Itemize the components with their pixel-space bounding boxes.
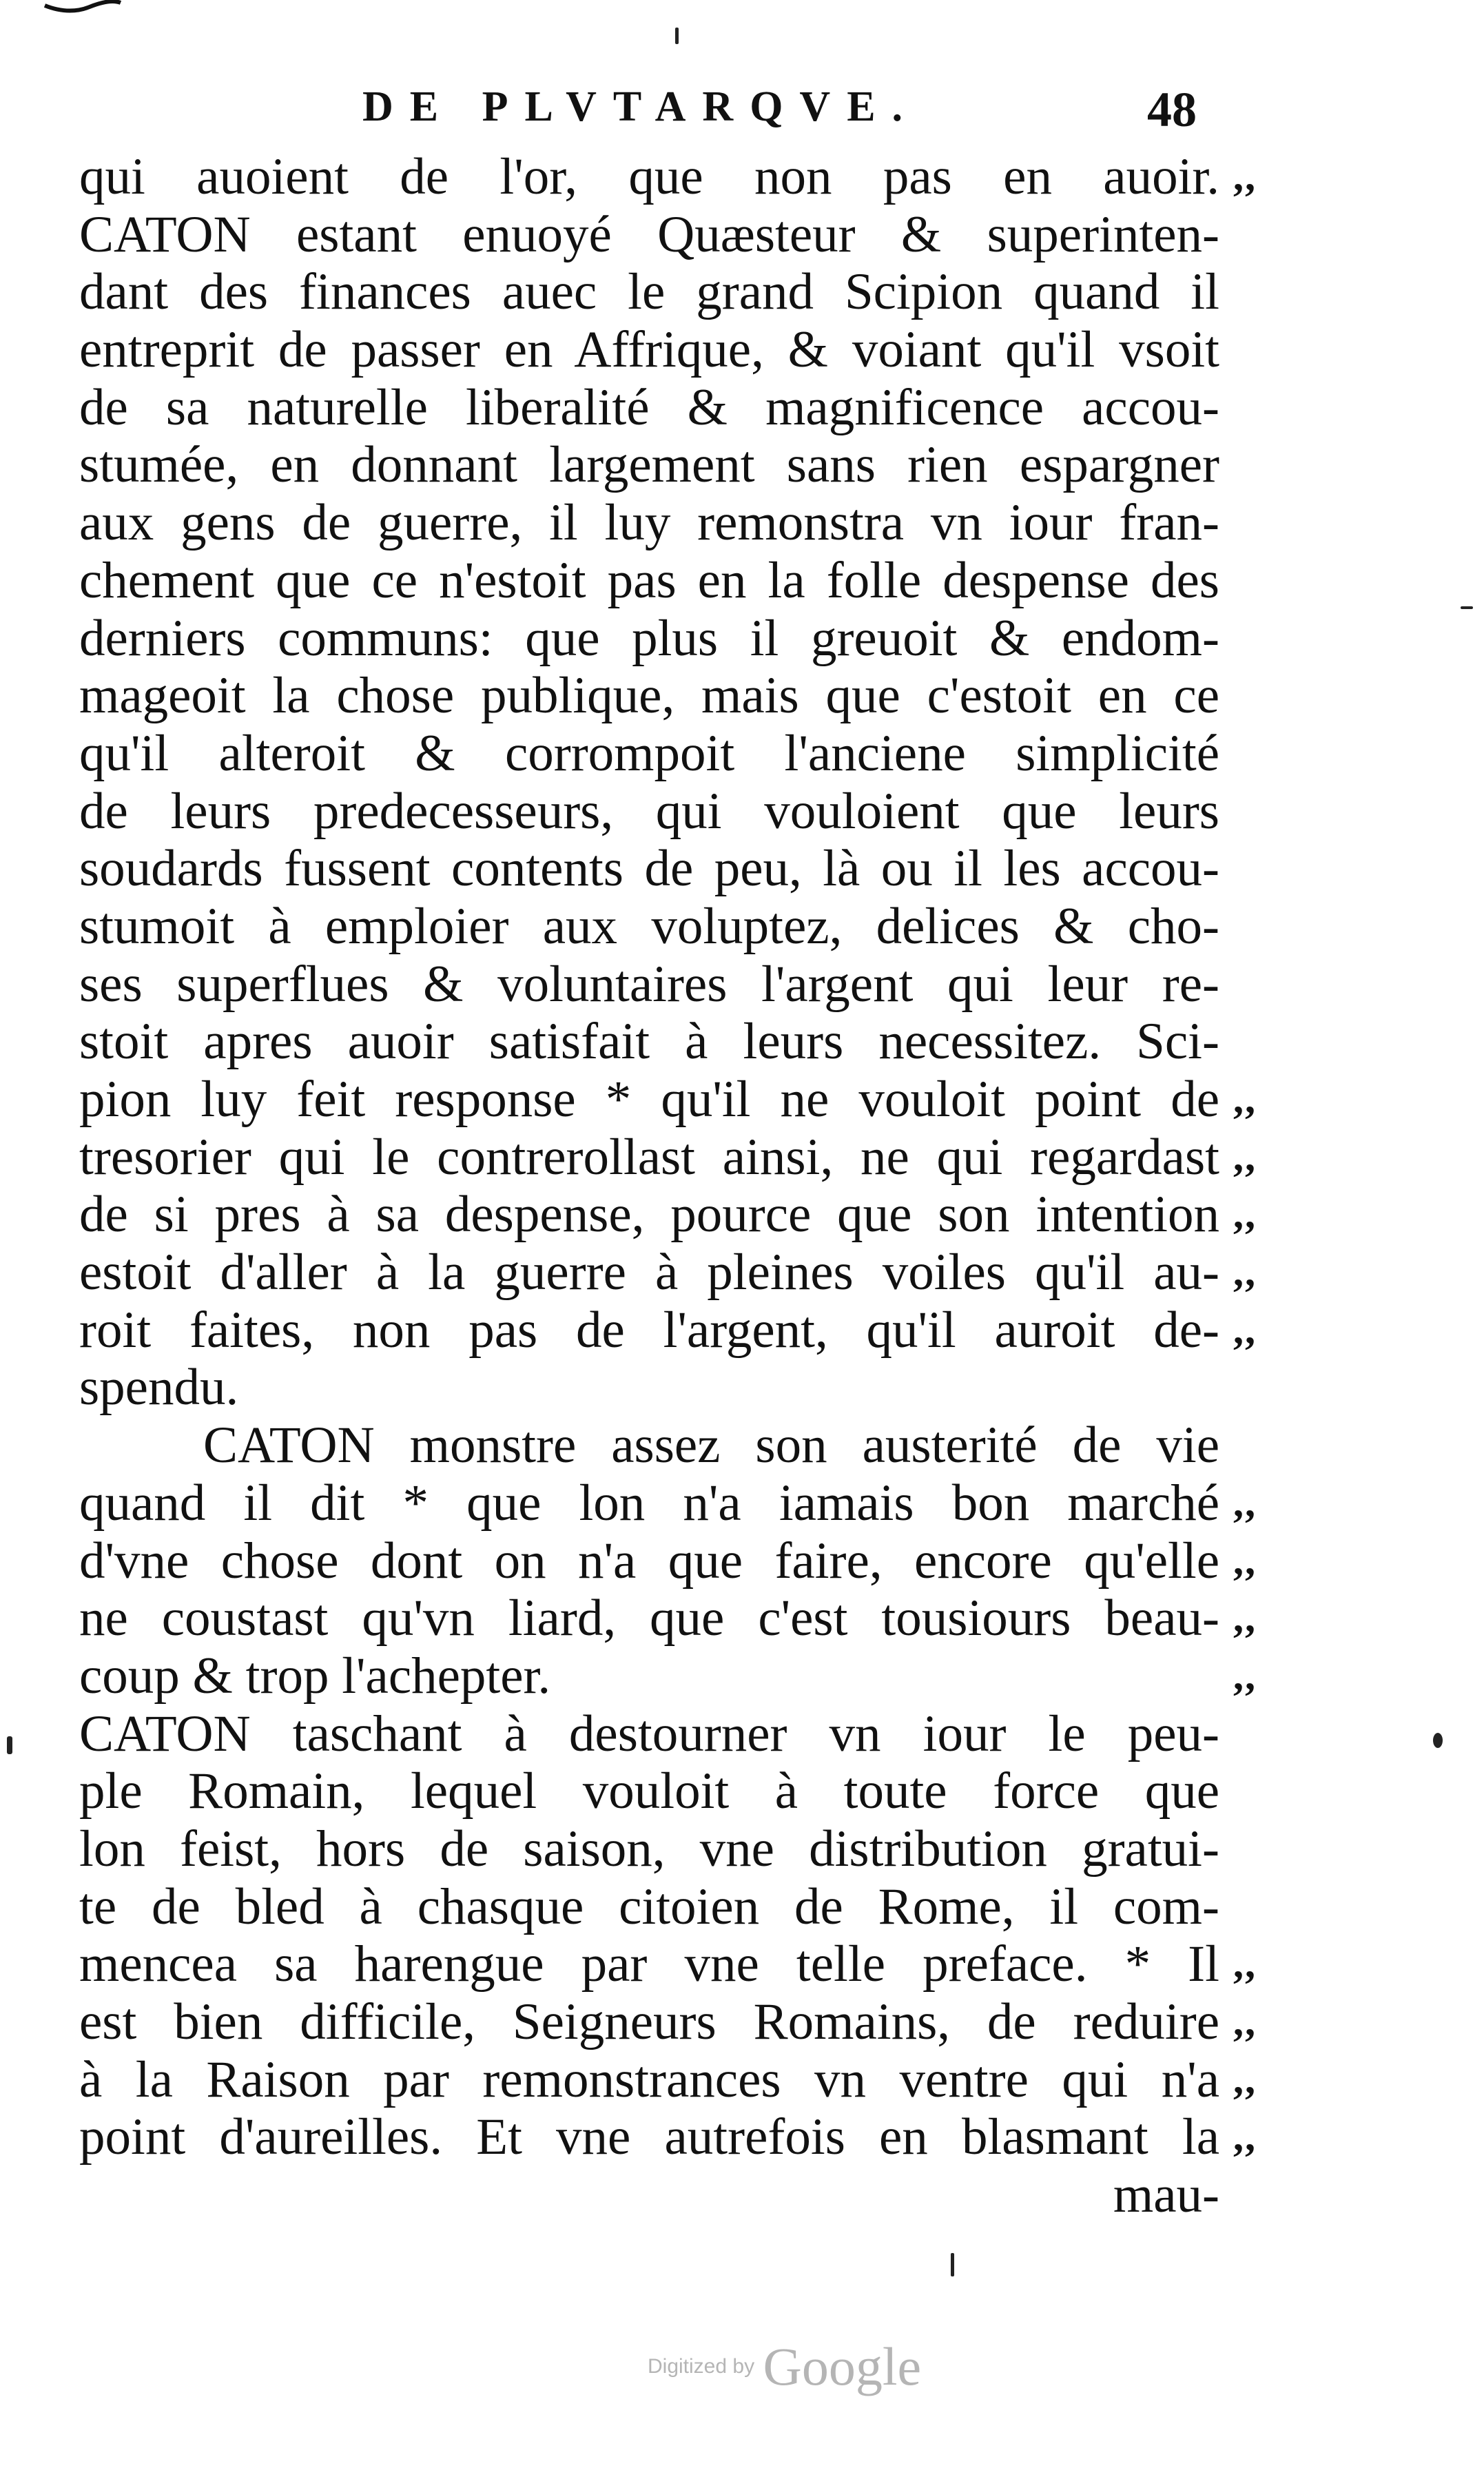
- margin-mark: [1233, 725, 1288, 783]
- margin-mark: ,,: [1233, 2056, 1257, 2102]
- margin-mark: ,,: [1233, 2114, 1257, 2160]
- catchword: mau-: [1113, 2166, 1219, 2224]
- text-line: estoit d'aller à la guerre à pleines voiles qu'il au-: [79, 1244, 1219, 1302]
- text-line: dant des finances auec le grand Scipion quand il: [79, 263, 1219, 321]
- digitization-watermark: [648, 2336, 921, 2398]
- margin-mark: [1233, 1013, 1288, 1071]
- margin-mark: ,,: [1233, 1191, 1257, 1237]
- text-line: tresorier qui le contrerollast ainsi, ne qui regardast: [79, 1128, 1219, 1186]
- margin-mark: [1233, 840, 1288, 898]
- text-line: est bien difficile, Seigneurs Romains, de reduire: [79, 1993, 1219, 2050]
- margin-mark: ,,: [1233, 1249, 1257, 1295]
- text-line: d'vne chose dont on n'a que faire, encore qu'elle: [79, 1532, 1219, 1590]
- text-line: quand il dit * que lon n'a iamais bon marché: [79, 1474, 1219, 1532]
- ink-smudge-mark: [41, 0, 124, 21]
- margin-mark: [1233, 379, 1288, 437]
- text-line: qui auoient de l'or, que non pas en auoir.: [79, 148, 1219, 205]
- text-line: chement que ce n'estoit pas en la folle despense des: [79, 551, 1219, 609]
- text-line: coup & trop l'achepter.: [79, 1647, 551, 1705]
- margin-mark: [1233, 321, 1288, 379]
- margin-mark: ,,: [1233, 1133, 1257, 1180]
- margin-mark: [1233, 263, 1288, 321]
- paper-speck: [7, 1736, 12, 1754]
- text-line: CATON taschant à destourner vn iour le peu-: [79, 1705, 1219, 1762]
- body-text: [79, 148, 1219, 2224]
- text-line: point d'aureilles. Et vne autrefois en blasmant la: [79, 2108, 1219, 2166]
- text-line: mageoit la chose publique, mais que c'estoit en ce: [79, 667, 1219, 725]
- margin-mark: [1233, 1878, 1288, 1936]
- text-line: stumée, en donnant largement sans rien espargner: [79, 436, 1219, 494]
- margin-mark: ,,: [1233, 1941, 1257, 1987]
- running-title: DE PLVTARQVE.: [362, 83, 920, 130]
- margin-mark: [1233, 494, 1288, 552]
- margin-mark: [1233, 436, 1288, 494]
- text-line: entreprit de passer en Affrique, & voiant qu'il vsoit: [79, 321, 1219, 379]
- text-line: roit faites, non pas de l'argent, qu'il auroit de-: [79, 1301, 1219, 1359]
- text-line: CATON estant enuoyé Quæsteur & superinten-: [79, 205, 1219, 263]
- margin-mark: [1233, 956, 1288, 1014]
- margin-mark: ,,: [1233, 1537, 1257, 1583]
- text-line: stumoit à emploier aux voluptez, delices & cho-: [79, 897, 1219, 955]
- text-line: lon feist, hors de saison, vne distribution gratui-: [79, 1820, 1219, 1878]
- margin-mark: ,,: [1233, 154, 1257, 199]
- text-line: de sa naturelle liberalité & magnificence accou-: [79, 378, 1219, 436]
- margin-mark: [1233, 2166, 1288, 2224]
- margin-mark: [1233, 1820, 1288, 1878]
- margin-mark: [1233, 898, 1288, 956]
- text-line: à la Raison par remonstrances vn ventre qui n'a: [79, 2050, 1219, 2108]
- text-line: ses superflues & voluntaires l'argent qui leur re-: [79, 955, 1219, 1013]
- text-line: spendu.: [79, 1359, 239, 1417]
- margin-mark: ,,: [1233, 1076, 1257, 1122]
- paper-speck: [1433, 1733, 1443, 1748]
- margin-mark: [1233, 610, 1288, 668]
- text-line: aux gens de guerre, il luy remonstra vn iour fran-: [79, 494, 1219, 552]
- margin-mark: ,,: [1233, 1999, 1257, 2044]
- text-line: soudards fussent contents de peu, là ou il les accou-: [79, 840, 1219, 898]
- quotation-margin-marks: [1233, 148, 1288, 2224]
- margin-mark: [1233, 667, 1288, 725]
- margin-mark: [1233, 1359, 1288, 1417]
- text-line: te de bled à chasque citoien de Rome, il com-: [79, 1878, 1219, 1935]
- text-line: qu'il alteroit & corrompoit l'anciene simplicité: [79, 724, 1219, 782]
- text-line: derniers communs: que plus il greuoit & endom-: [79, 609, 1219, 667]
- margin-mark: [1233, 552, 1288, 610]
- watermark-brand: Google: [763, 2336, 922, 2396]
- paper-speck: [675, 28, 679, 44]
- margin-mark: [1233, 1705, 1288, 1763]
- paper-speck: [1461, 606, 1473, 609]
- margin-mark: [1233, 783, 1288, 841]
- page-number: 48: [1147, 82, 1197, 137]
- text-line: mencea sa harengue par vne telle preface. * Il: [79, 1935, 1219, 1993]
- margin-mark: ,,: [1233, 1652, 1257, 1698]
- margin-mark: ,,: [1233, 1595, 1257, 1641]
- margin-mark: ,,: [1233, 1306, 1257, 1353]
- text-line: ne coustast qu'vn liard, que c'est tousiours beau-: [79, 1590, 1219, 1647]
- text-line: stoit apres auoir satisfait à leurs necessitez. Sci-: [79, 1013, 1219, 1071]
- watermark-prefix: Digitized by: [648, 2355, 755, 2378]
- paper-speck: [951, 2253, 954, 2276]
- text-line: ple Romain, lequel vouloit à toute force que: [79, 1762, 1219, 1820]
- margin-mark: [1233, 206, 1288, 264]
- text-line: de leurs predecesseurs, qui vouloient que leurs: [79, 782, 1219, 840]
- margin-mark: [1233, 1417, 1288, 1474]
- margin-mark: [1233, 1762, 1288, 1820]
- margin-mark: ,,: [1233, 1479, 1257, 1525]
- text-line: CATON monstre assez son austerité de vie: [203, 1417, 1219, 1474]
- text-line: de si pres à sa despense, pource que son intention: [79, 1186, 1219, 1244]
- text-line: pion luy feit response * qu'il ne vouloit point de: [79, 1071, 1219, 1128]
